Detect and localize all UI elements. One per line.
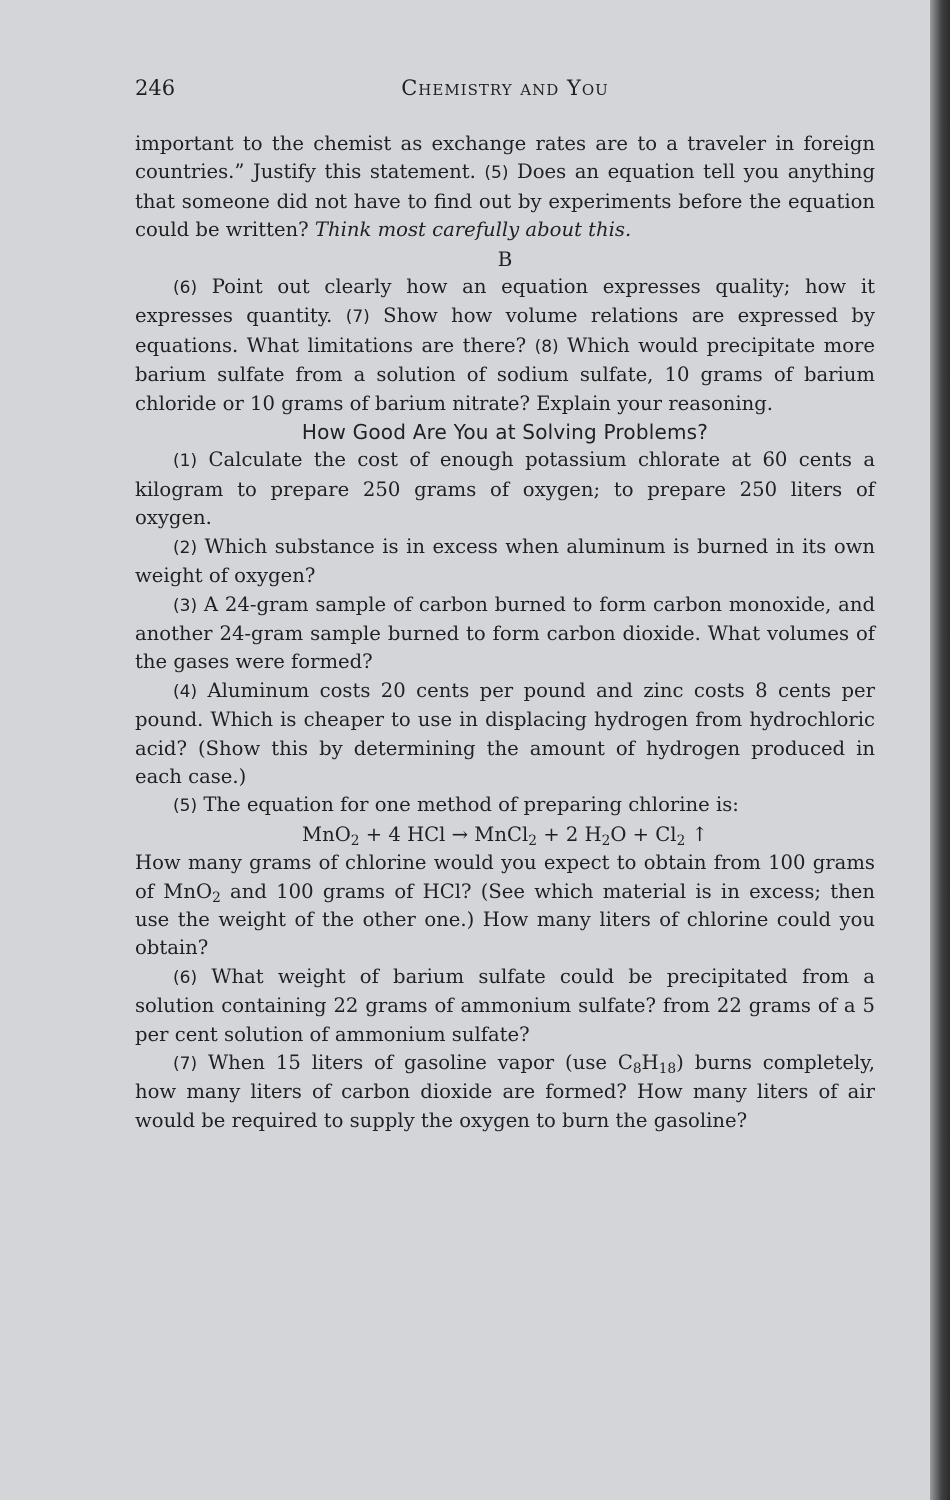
problem-5-cont-b: and 100 grams of HCl? (See which material is in excess; then use the weight of the other one.) How many liters of chlorine could you obtain? <box>135 879 875 960</box>
problem-5-cont-a: How many grams of chlorine would you expect to obtain from 100 grams of MnO <box>135 851 875 903</box>
page-header <box>135 76 875 106</box>
problem-7-sub: 8 <box>632 1061 642 1077</box>
question-8-number: (8) <box>534 336 559 357</box>
eq-sub: 2 <box>676 832 686 849</box>
problem-7-sub: 18 <box>658 1061 677 1077</box>
eq-sub: 2 <box>601 832 611 849</box>
page-binding-edge <box>930 0 950 1500</box>
problem-6-number: (6) <box>173 967 198 988</box>
eq-chlorine: O + Cl <box>610 822 677 846</box>
problem-7-h: H <box>641 1051 659 1074</box>
problem-2-text: Which substance is in excess when aluminum is burned in its own weight of oxygen? <box>135 534 876 588</box>
problem-1-number: (1) <box>173 451 198 472</box>
eq-sub: 2 <box>350 832 360 849</box>
problem-1-text: Calculate the cost of enough potassium chlorate at 60 cents a kilogram to prepare 250 grams of oxygen; to prepare 250 liters of oxygen. <box>135 448 875 530</box>
problem-7 <box>135 1049 875 1135</box>
problem-2 <box>135 533 875 591</box>
problem-4 <box>135 677 875 792</box>
problem-7-number: (7) <box>173 1054 198 1074</box>
question-8-text: Which would precipitate more barium sulfate from a solution of sodium sulfate, 10 grams of barium chloride or 10 grams of barium nitrate? Explain your reasoning. <box>135 333 875 415</box>
eq-hcl-mncl: + 4 HCl → MnCl <box>359 822 529 846</box>
paragraph-part-b <box>135 273 875 418</box>
eq-sub: 2 <box>528 832 537 849</box>
problem-5-number: (5) <box>173 796 198 817</box>
problem-3-text: A 24-gram sample of carbon burned to form carbon monoxide, and another 24-gram sample burned to form carbon dioxide. What volumes of the gases were formed? <box>135 592 875 674</box>
section-b-label: B <box>497 246 513 271</box>
eq-mno2: MnO <box>302 822 351 846</box>
problems-heading: How Good Are You at Solving Problems? <box>301 420 709 445</box>
problem-6-text: What weight of barium sulfate could be precipitated from a solution containing 22 grams of ammonium sulfate? from 22 grams of a 5 per cent solution of ammonium sulfate? <box>135 964 875 1046</box>
question-5-emphasis: Think most carefully about this. <box>314 218 632 242</box>
problem-5 <box>135 791 875 820</box>
page-number: 246 <box>135 76 176 100</box>
problem-3-number: (3) <box>173 595 198 616</box>
problem-5-text: The equation for one method of preparing chlorine is: <box>203 793 739 817</box>
problem-4-text: Aluminum costs 20 cents per pound and zinc costs 8 cents per pound. Which is cheaper to use in displacing hydrogen from hydrochloric acid? (Show this by determining the amount of hydrogen produced in each case.) <box>135 678 876 788</box>
question-6-text: Point out clearly how an equation expresses quality; how it expresses quantity. <box>135 275 875 328</box>
intro-text: important to the chemist as exchange rates are to a traveler in foreign countries.” Justify this statement. <box>135 132 875 184</box>
problem-1 <box>135 446 875 532</box>
problem-7-text-b: ) burns completely, how many liters of carbon dioxide are formed? How many liters of air would be required to supply the oxygen to burn the gasoline? <box>135 1051 875 1132</box>
problem-7-text-a: When 15 liters of gasoline vapor (use C <box>208 1051 633 1074</box>
page-body <box>135 130 875 1135</box>
problem-4-number: (4) <box>173 681 198 702</box>
problem-6 <box>135 963 875 1049</box>
problem-5-continued <box>135 849 875 963</box>
problem-2-number: (2) <box>173 537 198 558</box>
question-7-text: Show how volume relations are expressed by equations. What limitations are there? <box>135 304 875 357</box>
eq-water: + 2 H <box>536 822 602 846</box>
running-head: Chemistry and You <box>401 76 609 100</box>
question-6-number: (6) <box>173 278 198 299</box>
question-7-number: (7) <box>345 307 370 328</box>
paragraph-intro <box>135 130 875 245</box>
problem-3 <box>135 591 875 677</box>
chlorine-equation <box>135 821 875 849</box>
problem-5-cont-sub: 2 <box>212 889 221 906</box>
question-5-number: (5) <box>484 163 509 184</box>
eq-gas-arrow: ↑ <box>685 822 708 846</box>
question-5-text: Does an equation tell you anything that someone did not have to find out by experiments before the equation could be written? <box>135 160 875 242</box>
